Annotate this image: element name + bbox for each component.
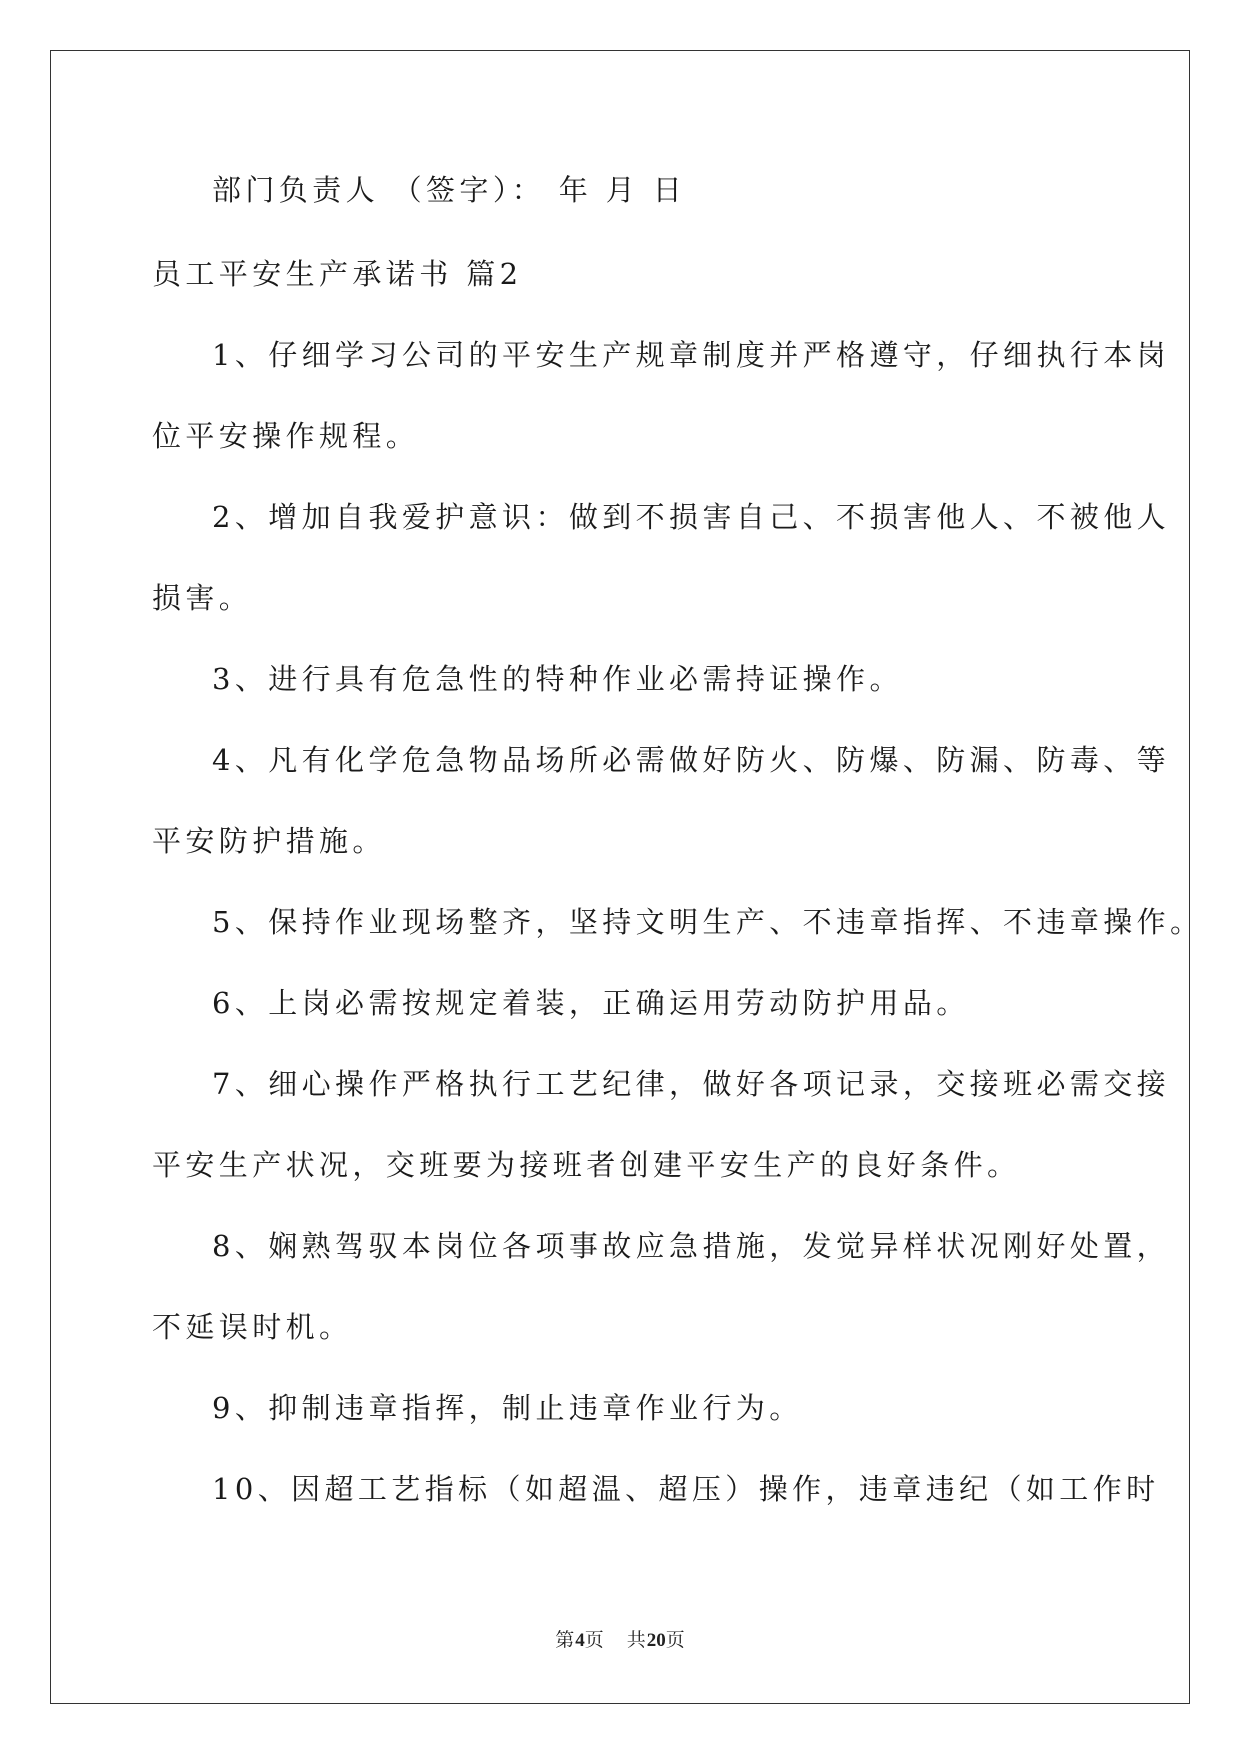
page-mid: 页 [584, 1629, 605, 1651]
paragraph-line: 2、增加自我爱护意识：做到不损害自己、不损害他人、不被他人 [212, 500, 1171, 534]
total-prefix: 共 [626, 1629, 647, 1651]
paragraph-line: 1、仔细学习公司的平安生产规章制度并严格遵守，仔细执行本岗 [212, 338, 1171, 372]
paragraph-line: 6、上岗必需按规定着装，正确运用劳动防护用品。 [212, 986, 970, 1020]
paragraph-line: 5、保持作业现场整齐，坚持文明生产、不违章指挥、不违章操作。 [212, 905, 1204, 939]
paragraph-line: 位平安操作规程。 [152, 419, 420, 453]
paragraph-line: 4、凡有化学危急物品场所必需做好防火、防爆、防漏、防毒、等 [212, 743, 1171, 777]
paragraph-line: 7、细心操作严格执行工艺纪律，做好各项记录，交接班必需交接 [212, 1067, 1171, 1101]
paragraph-line: 不延误时机。 [152, 1310, 353, 1344]
total-suffix: 页 [665, 1629, 686, 1651]
paragraph-line: 3、进行具有危急性的特种作业必需持证操作。 [212, 662, 903, 696]
page-prefix: 第 [555, 1629, 576, 1651]
section-heading: 员工平安生产承诺书 篇2 [152, 257, 523, 291]
page-current: 4 [575, 1630, 585, 1651]
paragraph-line: 8、娴熟驾驭本岗位各项事故应急措施，发觉异样状况刚好处置， [212, 1229, 1171, 1263]
page-total: 20 [646, 1630, 666, 1651]
paragraph-line: 9、抑制违章指挥，制止违章作业行为。 [212, 1391, 803, 1425]
paragraph-line: 平安生产状况，交班要为接班者创建平安生产的良好条件。 [152, 1148, 1021, 1182]
signature-line: 部门负责人 （签字）： 年 月 日 [212, 173, 687, 207]
paragraph-line: 损害。 [152, 581, 253, 615]
paragraph-line: 平安防护措施。 [152, 824, 386, 858]
paragraph-line: 10、因超工艺指标（如超温、超压）操作，违章违纪（如工作时 [212, 1472, 1160, 1506]
page-footer [0, 1625, 1241, 1652]
page-border [50, 50, 1204, 1704]
